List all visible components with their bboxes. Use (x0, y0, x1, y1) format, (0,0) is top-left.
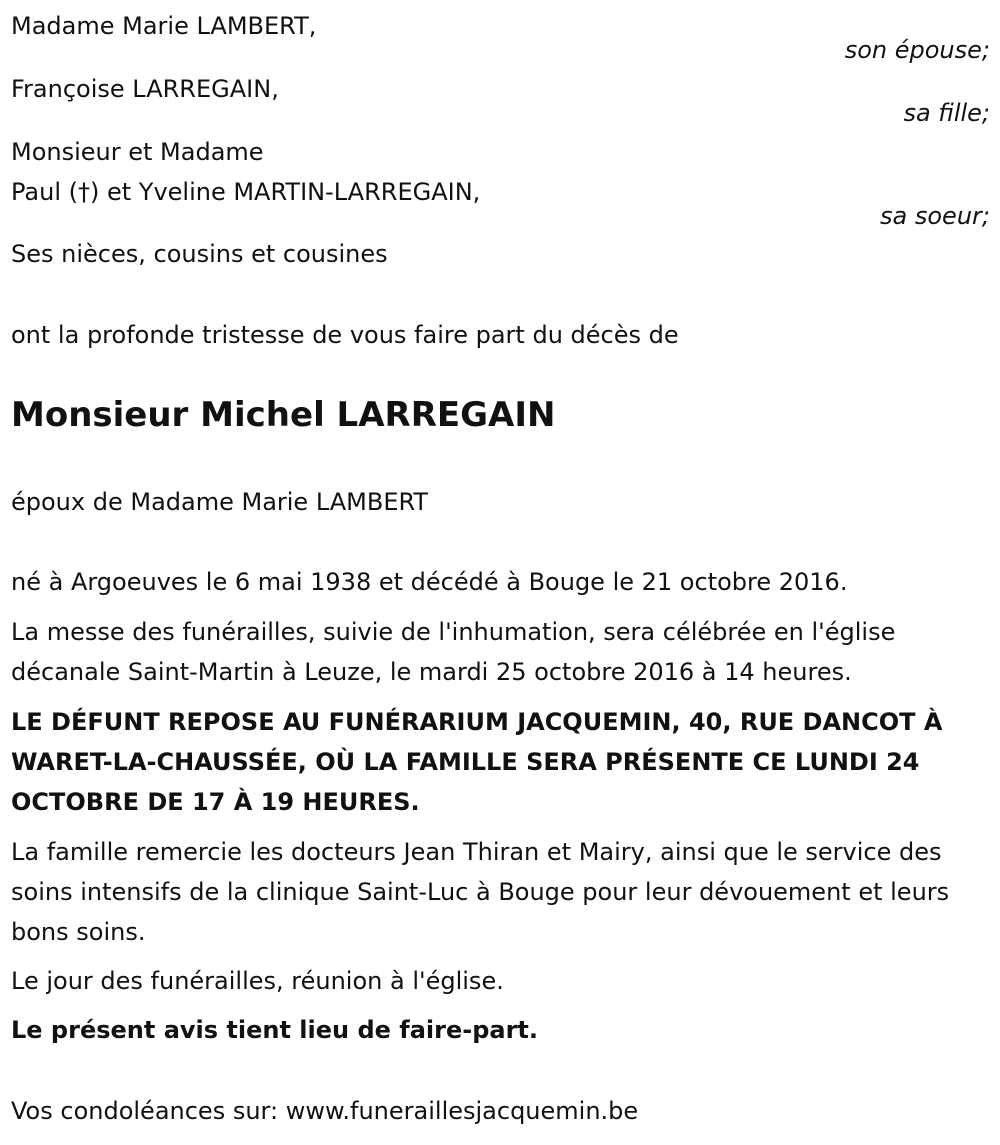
sister-line-2-start: Paul ( (11, 178, 78, 206)
thanks-text: La famille remercie les docteurs Jean Thiran et Mairy, ainsi que le service des soins intensifs de la clinique Saint-Luc à Bouge pour leur dévouement et leurs bons soins. (11, 838, 950, 946)
sister-relation: sa soeur; (880, 202, 990, 230)
sister-line-2-end: ) et Yveline MARTIN-LARREGAIN, (89, 178, 481, 206)
wife-name: Madame Marie LAMBERT, (11, 12, 317, 40)
deceased-name: Monsieur Michel LARREGAIN (11, 395, 556, 435)
condolences-label: Vos condoléances sur: (11, 1097, 286, 1125)
other-relatives: Ses nièces, cousins et cousines (11, 240, 388, 268)
wife-relation: son épouse; (844, 36, 990, 64)
mass-details: La messe des funérailles, suivie de l'inhumation, sera célébrée en l'église décanale Saint-Martin à Leuze, le mardi 25 octobre 2016 à 14 heures. (11, 618, 896, 686)
meeting-text: Le jour des funérailles, réunion à l'église. (11, 967, 504, 995)
notice-text: Le présent avis tient lieu de faire-part. (11, 1016, 539, 1044)
viewing-details: LE DÉFUNT REPOSE AU FUNÉRARIUM JACQUEMIN, 40, RUE DANCOT À WARET-LA-CHAUSSÉE, OÙ LA FAMILLE SERA PRÉSENTE CE LUNDI 24 OCTOBRE DE 17 À 19 HEURES. (11, 708, 943, 816)
condolences-line (11, 1096, 638, 1126)
daughter-relation: sa fille; (903, 99, 990, 127)
condolences-link[interactable]: www.funeraillesjacquemin.be (285, 1097, 639, 1125)
birth-death-line: né à Argoeuves le 6 mai 1938 et décédé à Bouge le 21 octobre 2016. (11, 568, 848, 596)
sister-line-2 (11, 177, 480, 207)
daughter-name: Françoise LARREGAIN, (11, 75, 279, 103)
sister-line-1: Monsieur et Madame (11, 138, 264, 166)
spouse-line: époux de Madame Marie LAMBERT (11, 488, 429, 516)
deceased-cross-icon: † (77, 178, 90, 206)
announcement-text: ont la profonde tristesse de vous faire part du décès de (11, 321, 679, 349)
